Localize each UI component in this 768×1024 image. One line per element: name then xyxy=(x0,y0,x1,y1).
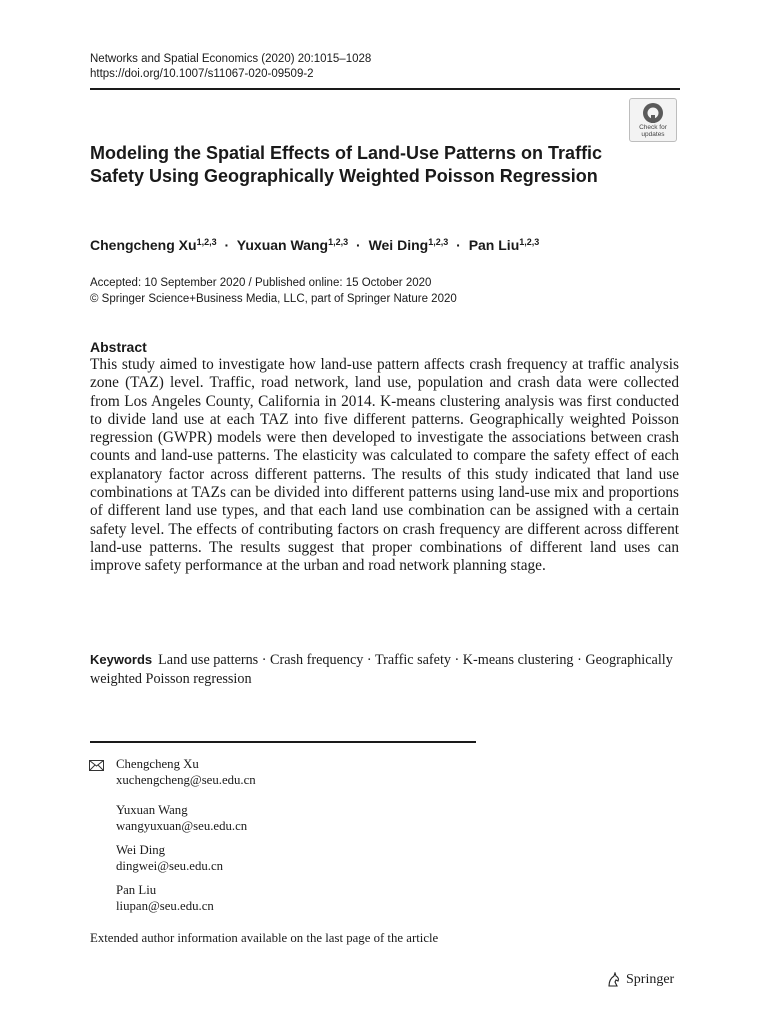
copyright-line: © Springer Science+Business Media, LLC, part of Springer Nature 2020 xyxy=(90,292,457,305)
check-for-updates-icon xyxy=(642,102,664,124)
author-name: Wei Ding xyxy=(368,237,429,253)
correspondence-email[interactable]: xuchengcheng@seu.edu.cn xyxy=(116,772,256,787)
author-separator: · xyxy=(456,237,461,253)
publisher-name: Springer xyxy=(626,972,675,987)
correspondence-entry xyxy=(116,883,214,914)
author-name: Chengcheng Xu xyxy=(90,237,197,253)
author-name: Pan Liu xyxy=(468,237,520,253)
correspondence-entry xyxy=(116,757,256,788)
author-separator: · xyxy=(356,237,361,253)
correspondence-entry xyxy=(116,803,247,834)
author-name: Yuxuan Wang xyxy=(236,237,329,253)
journal-header xyxy=(90,52,371,82)
footnote-rule xyxy=(90,741,476,743)
keywords-text: Land use patterns · Crash frequency · Traffic safety · K-means clustering · Geographically weighted Poisson regression xyxy=(90,652,673,687)
abstract-heading: Abstract xyxy=(90,339,147,355)
correspondence-name: Chengcheng Xu xyxy=(116,757,199,771)
correspondence-entry xyxy=(116,843,223,874)
check-for-updates-badge[interactable] xyxy=(629,98,677,142)
author-separator: · xyxy=(224,237,230,253)
header-rule xyxy=(90,88,680,90)
author-affiliation-sup: 1,2,3 xyxy=(428,237,449,247)
correspondence-email[interactable]: liupan@seu.edu.cn xyxy=(116,898,214,913)
correspondence-email[interactable]: dingwei@seu.edu.cn xyxy=(116,858,224,873)
springer-logo xyxy=(606,972,674,988)
correspondence-name: Yuxuan Wang xyxy=(116,803,188,817)
author-affiliation-sup: 1,2,3 xyxy=(196,237,217,247)
correspondence-name: Wei Ding xyxy=(116,843,166,857)
article-title: Modeling the Spatial Effects of Land-Use Patterns on Traffic Safety Using Geographically Weighted Poisson Regression xyxy=(90,143,603,186)
extended-author-info: Extended author information available on the last page of the article xyxy=(90,931,439,945)
envelope-icon xyxy=(89,760,104,771)
badge-line-2: updates xyxy=(641,131,665,138)
author-affiliation-sup: 1,2,3 xyxy=(519,237,540,247)
journal-citation: Networks and Spatial Economics (2020) 20:1015–1028 xyxy=(90,53,372,65)
author-affiliation-sup: 1,2,3 xyxy=(328,237,349,247)
accepted-published-line: Accepted: 10 September 2020 / Published online: 15 October 2020 xyxy=(90,277,432,289)
keywords-label: Keywords xyxy=(90,652,153,667)
publication-dates xyxy=(90,276,457,307)
keywords-block xyxy=(90,651,679,688)
badge-line-1: Check for xyxy=(639,124,667,131)
abstract-body: This study aimed to investigate how land-use pattern affects crash frequency at traffic analysis zone (TAZ) level. Traffic, road network, land use, population and crash data were collected from Los Angeles County, California in 2014. K-means clustering analysis was first conducted to divide land use at each TAZ into five different patterns. Geographically weighted Poisson regression (GWPR) models were then developed to investigate the associations between crash counts and land-use patterns. The elasticity was calculated to compare the safety effect of each explanatory factor across different patterns. The results of this study indicated that land use combinations at TAZs can be divided into different patterns using land-use mix and proportions of different land use types, and that each land use combination can be assigned with a certain safety level. The effects of contributing factors on crash frequency are different across different land-use patterns. The results suggest that proper combinations of different land uses can improve safety performance at the urban and road network planning stage. xyxy=(90,356,679,575)
author-list xyxy=(90,233,539,254)
correspondence-email[interactable]: wangyuxuan@seu.edu.cn xyxy=(116,818,248,833)
doi-link[interactable]: https://doi.org/10.1007/s11067-020-09509-2 xyxy=(90,68,314,80)
correspondence-name: Pan Liu xyxy=(116,883,157,897)
springer-horse-icon xyxy=(606,972,622,988)
